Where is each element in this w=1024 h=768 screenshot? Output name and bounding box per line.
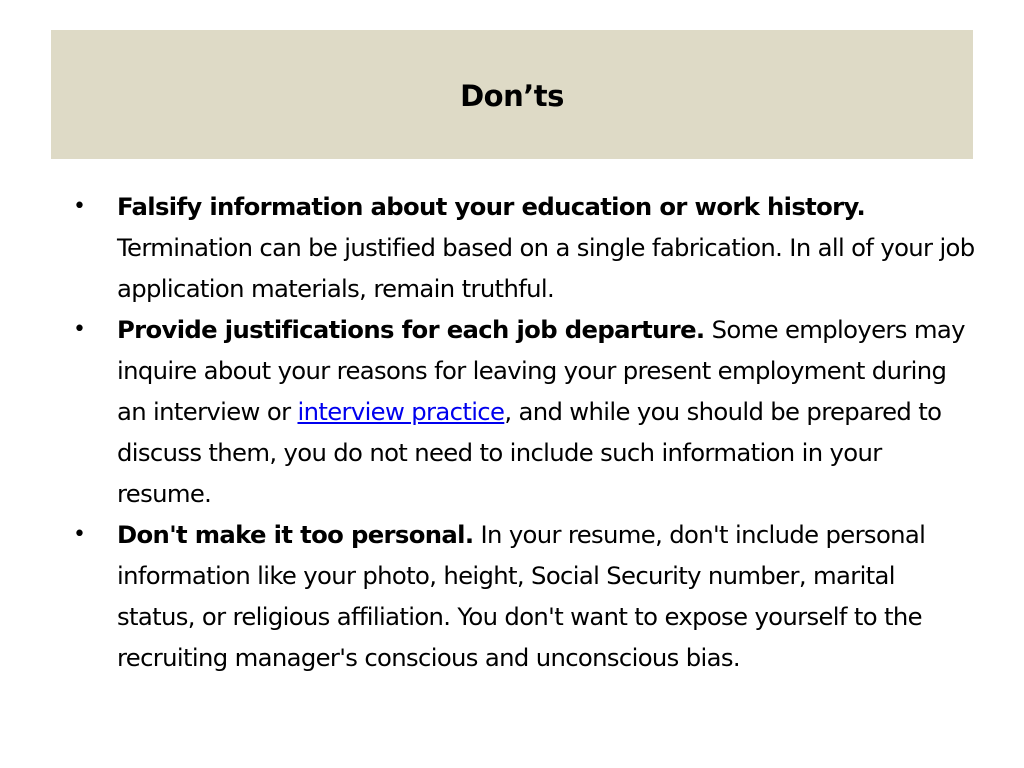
bullet-item-falsify (73, 186, 978, 309)
bullet-body: Some employers may inquire about your reasons for leaving your present employment during an interview or (117, 315, 965, 426)
interview-practice-link[interactable]: interview practice (297, 397, 505, 426)
bullet-dot-icon: • (73, 317, 86, 342)
bullet-heading: Provide justifications for each job departure. (117, 315, 705, 344)
slide-title: Don’ts (460, 78, 564, 113)
title-bar (51, 30, 973, 159)
bullet-heading: Falsify information about your education or work history. (117, 192, 866, 221)
bullet-heading: Don't make it too personal. (117, 520, 474, 549)
bullet-item-justifications (73, 309, 978, 514)
bullet-body: Termination can be justified based on a single fabrication. In all of your job application materials, remain truthful. (117, 233, 975, 303)
bullet-dot-icon: • (73, 194, 86, 219)
bullet-dot-icon: • (73, 522, 86, 547)
bullet-list (73, 186, 978, 678)
bullet-body: In your resume, don't include personal information like your photo, height, Social Security number, marital status, or religious affiliation. You don't want to expose yourself to the recruiting manager's conscious and unconscious bias. (117, 520, 926, 672)
bullet-body-continued: , and while you should be prepared to discuss them, you do not need to include such information in your resume. (117, 397, 942, 508)
bullet-item-personal (73, 514, 978, 678)
